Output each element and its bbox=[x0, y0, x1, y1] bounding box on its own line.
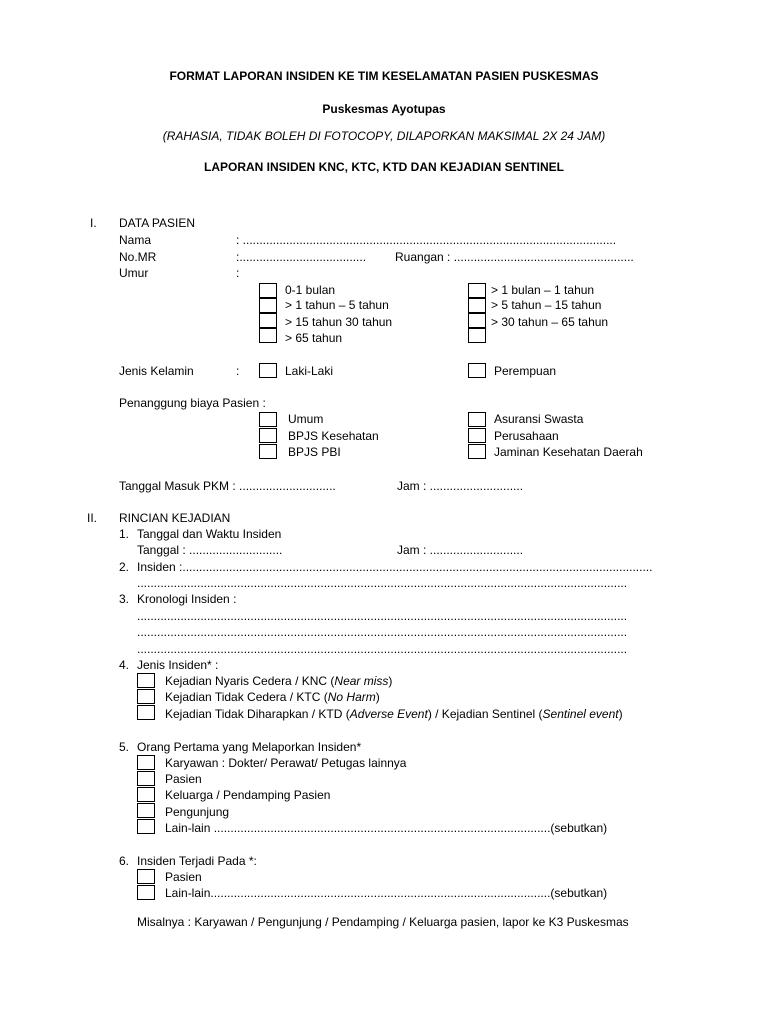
q6-label: Insiden Terjadi Pada *: bbox=[137, 854, 257, 868]
reporter-option: Karyawan : Dokter/ Perawat/ Petugas lainnya bbox=[165, 756, 407, 770]
payer-option-label: Umum bbox=[288, 412, 324, 426]
example-note: Misalnya : Karyawan / Pengunjung / Pendamping / Keluarga pasien, lapor ke K3 Puskesmas bbox=[137, 915, 629, 929]
reporter-option: Keluarga / Pendamping Pasien bbox=[165, 788, 331, 802]
q5-label: Orang Pertama yang Melaporkan Insiden* bbox=[137, 740, 362, 754]
reporter-checkbox[interactable] bbox=[137, 771, 155, 786]
incident-type-checkbox[interactable] bbox=[137, 705, 155, 720]
age-checkbox[interactable] bbox=[468, 313, 486, 328]
age-checkbox[interactable] bbox=[468, 328, 486, 343]
report-subtitle: LAPORAN INSIDEN KNC, KTC, KTD DAN KEJADIAN SENTINEL bbox=[203, 160, 564, 174]
payer-checkbox[interactable] bbox=[259, 428, 277, 443]
reporter-checkbox[interactable] bbox=[137, 819, 155, 834]
section-1-numeral: I. bbox=[90, 216, 97, 230]
age-option-label: 0-1 bulan bbox=[285, 283, 336, 297]
incident-type-option: Kejadian Tidak Diharapkan / KTD (Adverse Event) / Kejadian Sentinel (Sentinel event) bbox=[165, 707, 623, 721]
incident-time-field[interactable]: Jam : ............................ bbox=[397, 543, 524, 557]
age-option-label: > 1 tahun – 5 tahun bbox=[285, 298, 389, 312]
age-checkbox[interactable] bbox=[259, 328, 277, 343]
reporter-option: Pengunjung bbox=[165, 805, 230, 819]
nama-field[interactable]: : ................................................................................................................ bbox=[236, 233, 617, 247]
reporter-checkbox[interactable] bbox=[137, 787, 155, 802]
q6-number: 6. bbox=[119, 854, 130, 868]
payer-option-label: Asuransi Swasta bbox=[494, 412, 584, 426]
payer-option-label: Jaminan Kesehatan Daerah bbox=[494, 445, 643, 459]
age-option-label: > 65 tahun bbox=[285, 331, 343, 345]
age-option-label: > 15 tahun 30 tahun bbox=[285, 315, 393, 329]
form-title: FORMAT LAPORAN INSIDEN KE TIM KESELAMATAN PASIEN PUSKESMAS bbox=[169, 69, 599, 83]
age-option-label: > 30 tahun – 65 tahun bbox=[491, 315, 609, 329]
q2-number: 2. bbox=[119, 560, 130, 574]
q4-label: Jenis Insiden* : bbox=[137, 658, 219, 672]
q5-number: 5. bbox=[119, 740, 130, 754]
incident-subject-checkbox[interactable] bbox=[137, 885, 155, 900]
ruangan-field[interactable]: Ruangan : ...................................................... bbox=[395, 250, 634, 264]
reporter-option: Lain-lain .....................................................................................................(sebutkan) bbox=[165, 821, 608, 835]
age-option-label: > 5 tahun – 15 tahun bbox=[491, 298, 602, 312]
q1-label: Tanggal dan Waktu Insiden bbox=[137, 527, 282, 541]
incident-type-checkbox[interactable] bbox=[137, 689, 155, 704]
incident-subject-option: Lain-lain......................................................................................................(sebutkan) bbox=[165, 886, 608, 900]
gender-male-checkbox[interactable] bbox=[259, 363, 277, 378]
q3-label: Kronologi Insiden : bbox=[137, 592, 237, 606]
age-checkbox[interactable] bbox=[259, 298, 277, 313]
admit-time-field[interactable]: Jam : ............................ bbox=[397, 479, 524, 493]
umur-label: Umur bbox=[119, 266, 149, 280]
payer-checkbox[interactable] bbox=[468, 444, 486, 459]
incident-type-option: Kejadian Tidak Cedera / KTC (No Harm) bbox=[165, 690, 380, 704]
nomr-field[interactable]: :...................................... bbox=[236, 250, 367, 264]
reporter-option: Pasien bbox=[165, 772, 202, 786]
age-checkbox[interactable] bbox=[468, 283, 486, 298]
incident-field[interactable]: Insiden :............................................................................................................................................. bbox=[137, 560, 653, 574]
payer-checkbox[interactable] bbox=[259, 412, 277, 427]
reporter-checkbox[interactable] bbox=[137, 755, 155, 770]
incident-subject-checkbox[interactable] bbox=[137, 869, 155, 884]
incident-type-option: Kejadian Nyaris Cedera / KNC (Near miss) bbox=[165, 674, 393, 688]
section-2-numeral: II. bbox=[87, 511, 98, 525]
payer-label: Penanggung biaya Pasien : bbox=[119, 396, 266, 410]
q1-number: 1. bbox=[119, 527, 130, 541]
gender-male-label: Laki-Laki bbox=[285, 364, 334, 378]
payer-option-label: BPJS Kesehatan bbox=[288, 429, 379, 443]
nomr-label: No.MR bbox=[119, 250, 157, 264]
umur-colon: : bbox=[236, 266, 240, 280]
age-checkbox[interactable] bbox=[259, 313, 277, 328]
nama-label: Nama bbox=[119, 233, 152, 247]
age-checkbox[interactable] bbox=[259, 283, 277, 298]
incident-line[interactable]: ................................................................................................................................................... bbox=[137, 576, 628, 590]
q4-number: 4. bbox=[119, 658, 130, 672]
section-2-title: RINCIAN KEJADIAN bbox=[119, 511, 231, 525]
gender-female-checkbox[interactable] bbox=[468, 363, 486, 378]
section-1-title: DATA PASIEN bbox=[119, 216, 196, 230]
age-option-label: > 1 bulan – 1 tahun bbox=[491, 283, 595, 297]
chronology-line[interactable]: ................................................................................................................................................... bbox=[137, 625, 628, 639]
chronology-line[interactable]: ................................................................................................................................................... bbox=[137, 642, 628, 656]
gender-label: Jenis Kelamin bbox=[119, 364, 194, 378]
confidential-notice: (RAHASIA, TIDAK BOLEH DI FOTOCOPY, DILAPORKAN MAKSIMAL 2X 24 JAM) bbox=[162, 129, 606, 143]
incident-subject-option: Pasien bbox=[165, 870, 202, 884]
payer-option-label: Perusahaan bbox=[494, 429, 559, 443]
admit-date-field[interactable]: Tanggal Masuk PKM : ............................. bbox=[119, 479, 336, 493]
payer-option-label: BPJS PBI bbox=[288, 445, 341, 459]
incident-type-checkbox[interactable] bbox=[137, 673, 155, 688]
gender-female-label: Perempuan bbox=[494, 364, 557, 378]
age-checkbox[interactable] bbox=[468, 298, 486, 313]
payer-checkbox[interactable] bbox=[259, 444, 277, 459]
q3-number: 3. bbox=[119, 592, 130, 606]
gender-colon: : bbox=[236, 364, 240, 378]
payer-checkbox[interactable] bbox=[468, 412, 486, 427]
facility-name: Puskesmas Ayotupas bbox=[322, 102, 446, 116]
incident-date-field[interactable]: Tanggal : ............................ bbox=[137, 543, 283, 557]
payer-checkbox[interactable] bbox=[468, 428, 486, 443]
reporter-checkbox[interactable] bbox=[137, 803, 155, 818]
chronology-line[interactable]: ................................................................................................................................................... bbox=[137, 609, 628, 623]
